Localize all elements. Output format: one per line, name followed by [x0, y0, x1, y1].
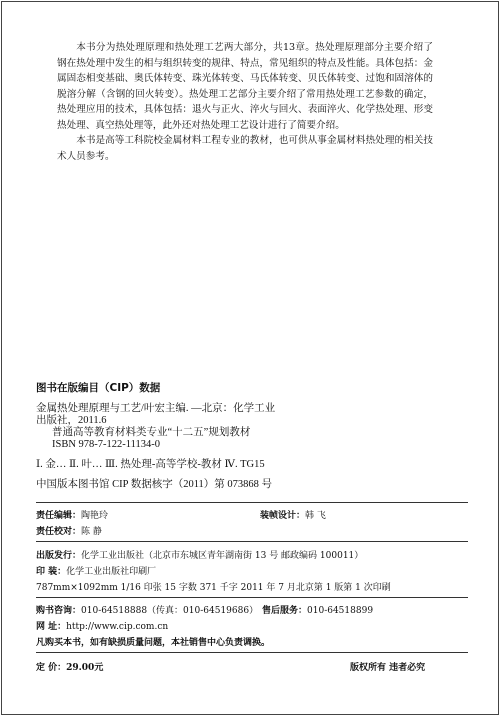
cip-line-isbn: ISBN 978-7-122-11134-0: [52, 439, 161, 450]
cip-line-classification: Ⅰ. 金… Ⅱ. 叶… Ⅲ. 热处理-高等学校-教材 Ⅳ. TG15: [36, 459, 265, 470]
book-description: [57, 40, 433, 164]
description-paragraph-1: 本书分为热处理原理和热处理工艺两大部分，共13章。热处理原理部分主要介绍了钢在热处理中发生的相与组织转变的规律、特点，常见组织的特点及性能。具体包括：金属固态相变基础、奥氏体转变、珠光体转变、马氏体转变、贝氏体转变、过饱和固溶体的脱溶分解（含钢的回火转变）。热处理工艺部分主要介绍了常用热处理工艺参数的确定，热处理应用的技术，具体包括：退火与正火、淬火与回火、表面淬火、化学热处理、形变热处理、真空热处理等，此外还对热处理工艺设计进行了简要介绍。: [57, 42, 433, 131]
responsible-editor: [36, 508, 108, 521]
cover-designer-label: 装帧设计：: [260, 511, 306, 521]
price-info: [36, 660, 103, 673]
proofreader-name: 陈 静: [81, 527, 102, 537]
after-sales-info: [262, 603, 373, 616]
publisher-value: 化学工业出版社（北京市东城区青年湖南街 13 号 邮政编码 100011）: [81, 551, 364, 561]
divider-4: [36, 652, 468, 653]
cip-line-title: 金属热处理原理与工艺/叶宏主编. —北京：化学工业: [36, 403, 276, 414]
cover-designer: [260, 508, 326, 521]
purchase-value: 010-64518888（传真：010-64519686）: [81, 606, 259, 616]
printer-value: 化学工业出版社印刷厂: [66, 567, 157, 577]
divider-3: [36, 597, 468, 598]
price-value: 29.00元: [66, 663, 104, 673]
publisher-label: 出版发行：: [36, 551, 82, 561]
after-sales-label: 售后服务：: [262, 606, 308, 616]
cip-heading: 图书在版编目（CIP）数据: [36, 382, 161, 394]
printer-label: 印 装：: [36, 567, 67, 577]
after-sales-value: 010-64518899: [307, 606, 374, 616]
cip-line-date: 出版社，2011.6: [36, 415, 107, 426]
divider-1: [36, 502, 468, 503]
print-spec: 787mm×1092mm 1/16 印张 15 字数 371 千字 2011 年 7 月北京第 1 版第 1 次印刷: [36, 583, 391, 593]
divider-2: [36, 541, 468, 542]
description-paragraph-2: 本书是高等工科院校金属材料工程专业的教材，也可供从事金属材料热处理的相关技术人员参考。: [57, 135, 433, 162]
website-info: [36, 619, 168, 632]
printer-info: [36, 564, 156, 577]
responsible-editor-label: 责任编辑：: [36, 511, 82, 521]
website-label: 网 址：: [36, 622, 67, 632]
cip-line-series: 普通高等教育材料类专业“十二五”规划教材: [52, 427, 251, 438]
publisher-info: [36, 548, 363, 561]
cip-line-record: 中国版本图书馆 CIP 数据核字（2011）第 073868 号: [36, 479, 273, 490]
proofreader-label: 责任校对：: [36, 527, 82, 537]
responsible-editor-name: 陶艳玲: [81, 511, 109, 521]
cip-block: [36, 403, 275, 491]
purchase-info: [36, 603, 258, 616]
copyright-notice: 版权所有 违者必究: [350, 663, 426, 673]
price-label: 定 价：: [36, 663, 67, 673]
purchase-label: 购书咨询：: [36, 606, 82, 616]
proofreader: [36, 524, 102, 537]
website-value: http://www.cip.com.cn: [66, 622, 169, 632]
exchange-notice: 凡购买本书，如有缺损质量问题，本社销售中心负责调换。: [36, 638, 271, 648]
cover-designer-name: 韩 飞: [305, 511, 326, 521]
